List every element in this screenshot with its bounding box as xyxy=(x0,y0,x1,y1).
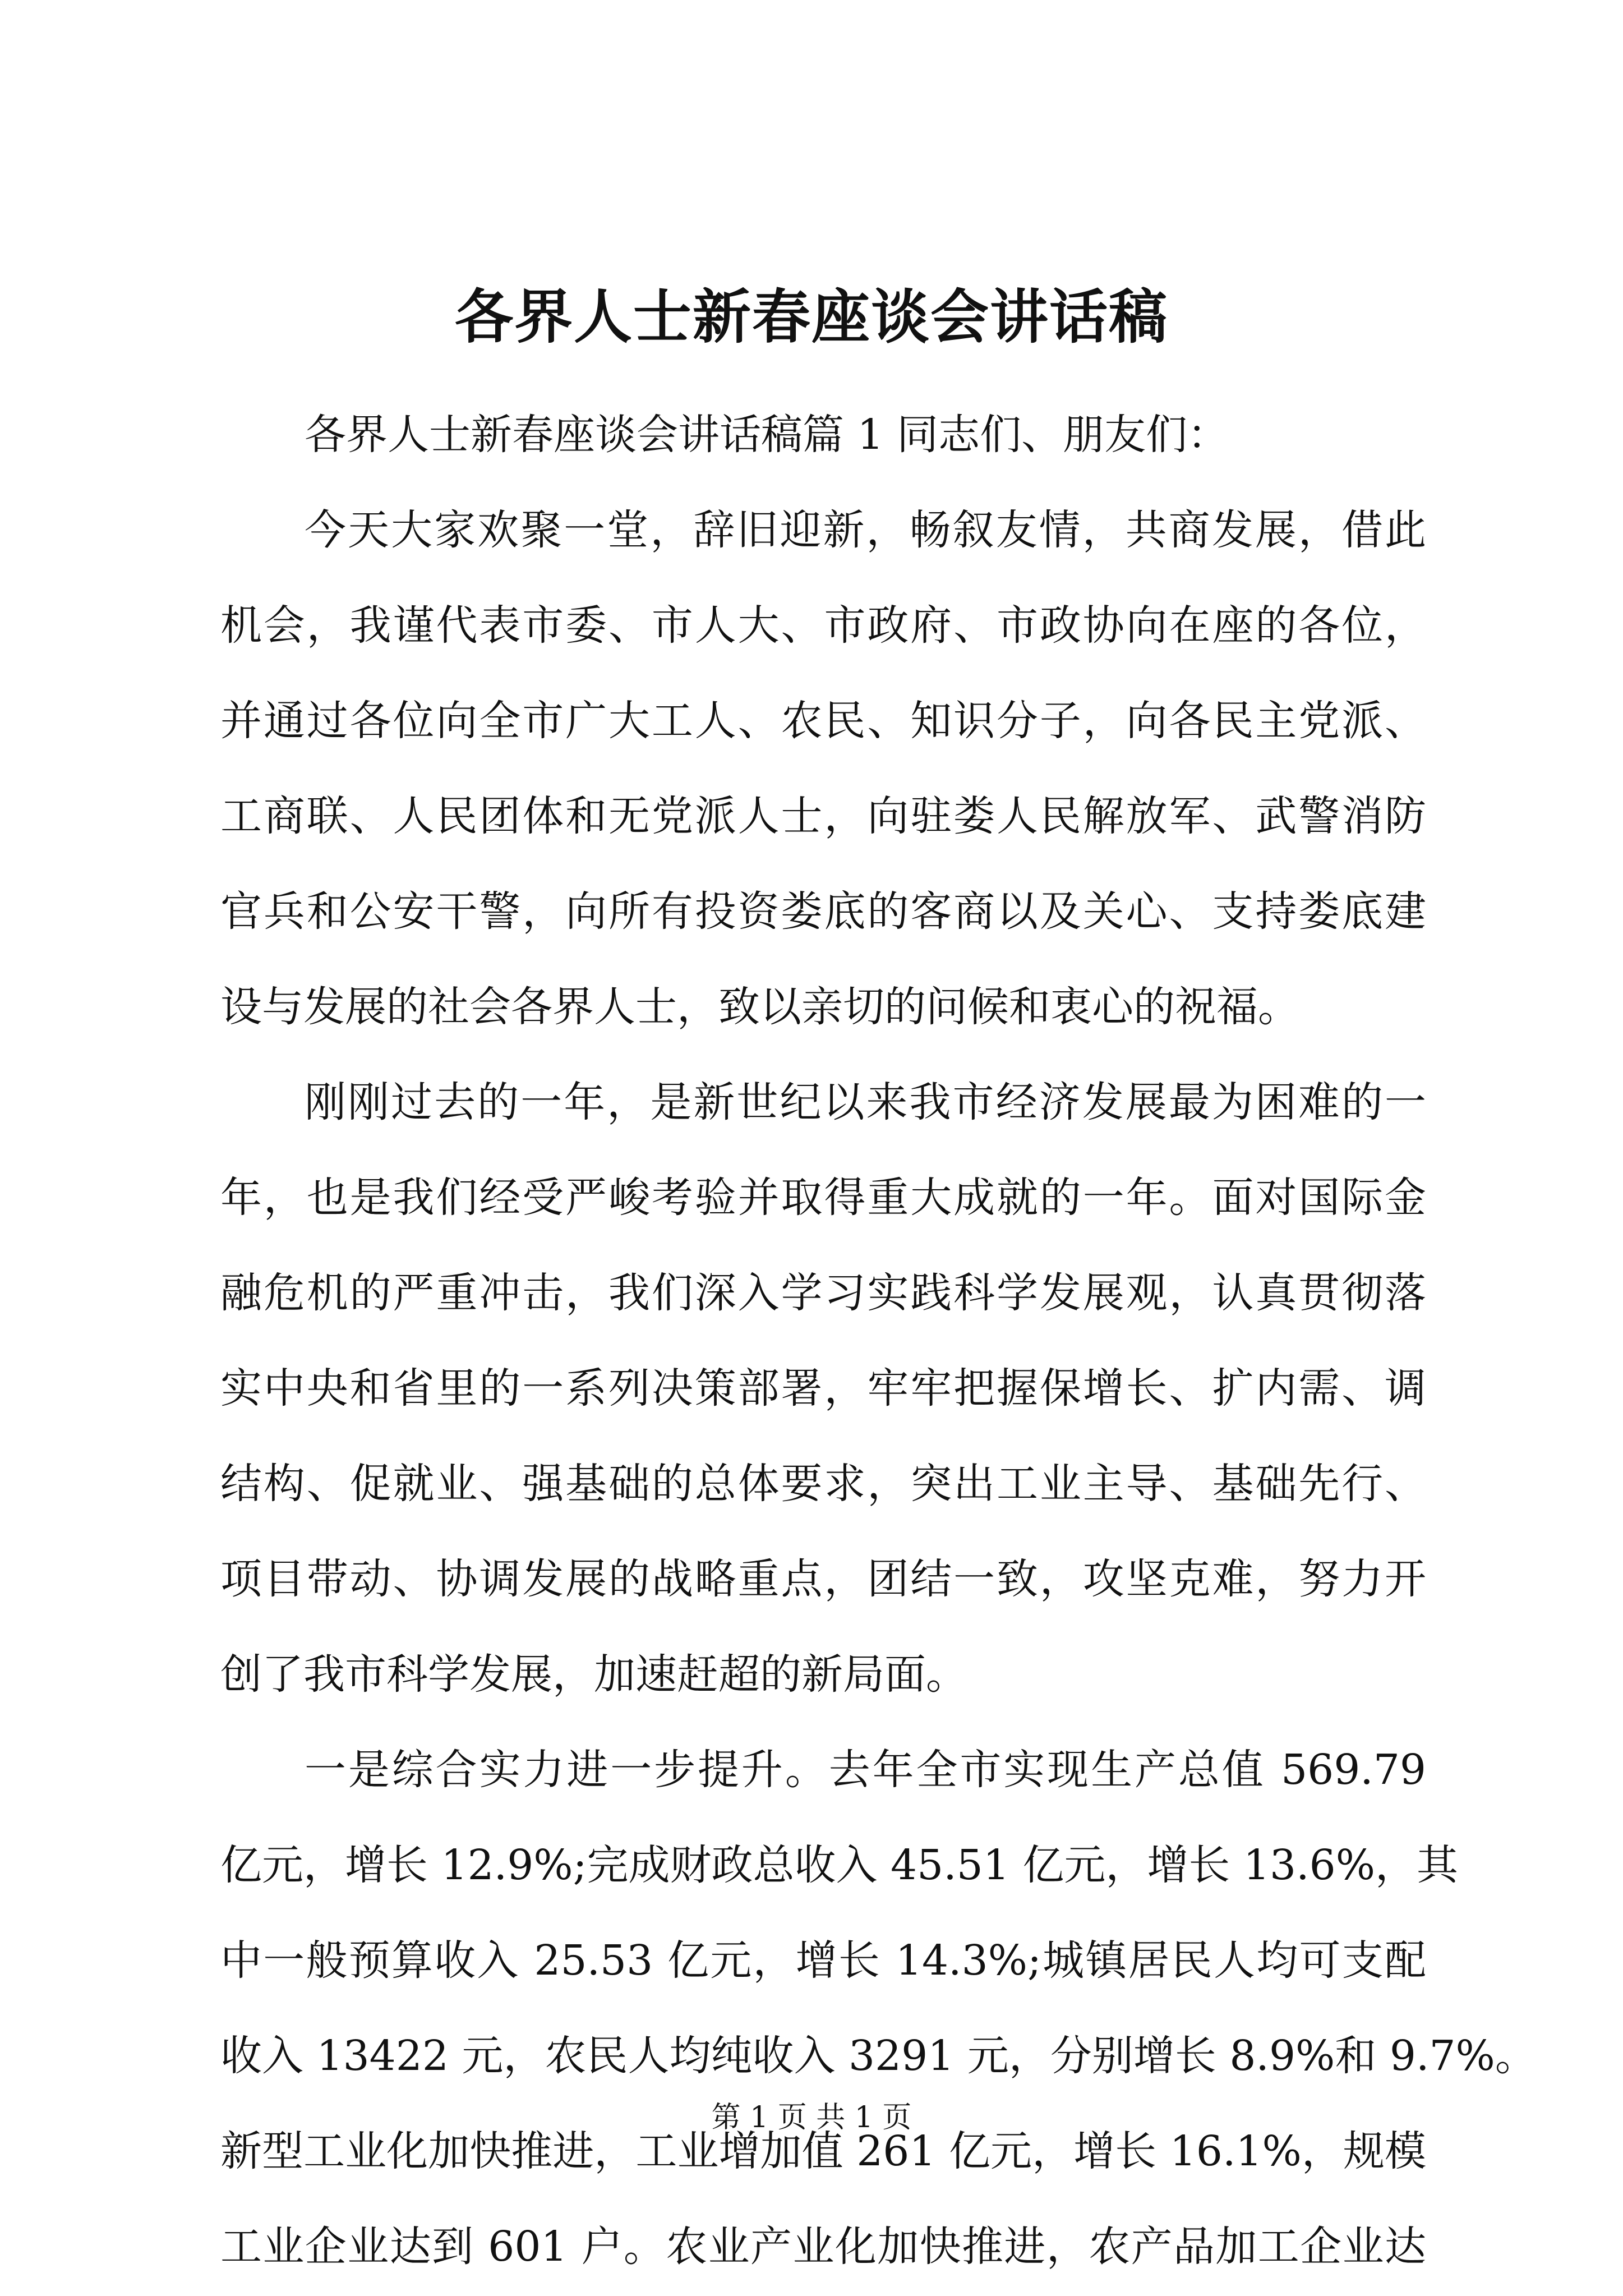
paragraph-line: 各界人士新春座谈会讲话稿篇 1 同志们、朋友们： xyxy=(305,411,1229,459)
paragraph-line: 实中央和省里的一系列决策部署，牢牢把握保增长、扩内需、调 xyxy=(220,1364,1426,1412)
paragraph-line: 刚刚过去的一年，是新世纪以来我市经济发展最为困难的一 xyxy=(305,1078,1426,1126)
paragraph-line: 设与发展的社会各界人士，致以亲切的问候和衷心的祝福。 xyxy=(220,983,1299,1031)
document-title: 各界人士新春座谈会讲话稿 xyxy=(454,282,1168,351)
paragraph-line: 工商联、人民团体和无党派人士，向驻娄人民解放军、武警消防 xyxy=(220,792,1426,840)
paragraph-line: 机会，我谨代表市委、市人大、市政府、市政协向在座的各位， xyxy=(220,601,1426,650)
paragraph-line: 官兵和公安干警，向所有投资娄底的客商以及关心、支持娄底建 xyxy=(220,887,1426,936)
paragraph-line: 并通过各位向全市广大工人、农民、知识分子，向各民主党派、 xyxy=(220,697,1426,745)
paragraph-line: 年，也是我们经受严峻考验并取得重大成就的一年。面对国际金 xyxy=(220,1174,1426,1222)
paragraph-line: 新型工业化加快推进，工业增加值 261 亿元，增长 16.1%，规模 xyxy=(220,2127,1426,2175)
paragraph-line: 融危机的严重冲击，我们深入学习实践科学发展观，认真贯彻落 xyxy=(220,1269,1426,1317)
paragraph-line: 工业企业达到 601 户。农业产业化加快推进，农产品加工企业达 xyxy=(220,2223,1426,2271)
document-body xyxy=(220,387,1537,2294)
paragraph-line: 创了我市科学发展，加速赶超的新局面。 xyxy=(220,1650,967,1699)
paragraph-line: 中一般预算收入 25.53 亿元，增长 14.3%;城镇居民人均可支配 xyxy=(220,1936,1426,1985)
paragraph-line: 收入 13422 元，农民人均纯收入 3291 元，分别增长 8.9%和 9.7%。 xyxy=(220,2032,1537,2080)
paragraph-line: 亿元，增长 12.9%;完成财政总收入 45.51 亿元，增长 13.6%，其 xyxy=(220,1841,1459,1889)
paragraph-line: 一是综合实力进一步提升。去年全市实现生产总值 569.79 xyxy=(305,1746,1426,1794)
paragraph-line: 今天大家欢聚一堂，辞旧迎新，畅叙友情，共商发展，借此 xyxy=(305,506,1426,554)
paragraph-line: 结构、促就业、强基础的总体要求，突出工业主导、基础先行、 xyxy=(220,1460,1426,1508)
page-footer: 第 1 页 共 1 页 xyxy=(711,2101,912,2134)
paragraph-line: 项目带动、协调发展的战略重点，团结一致，攻坚克难，努力开 xyxy=(220,1555,1426,1603)
